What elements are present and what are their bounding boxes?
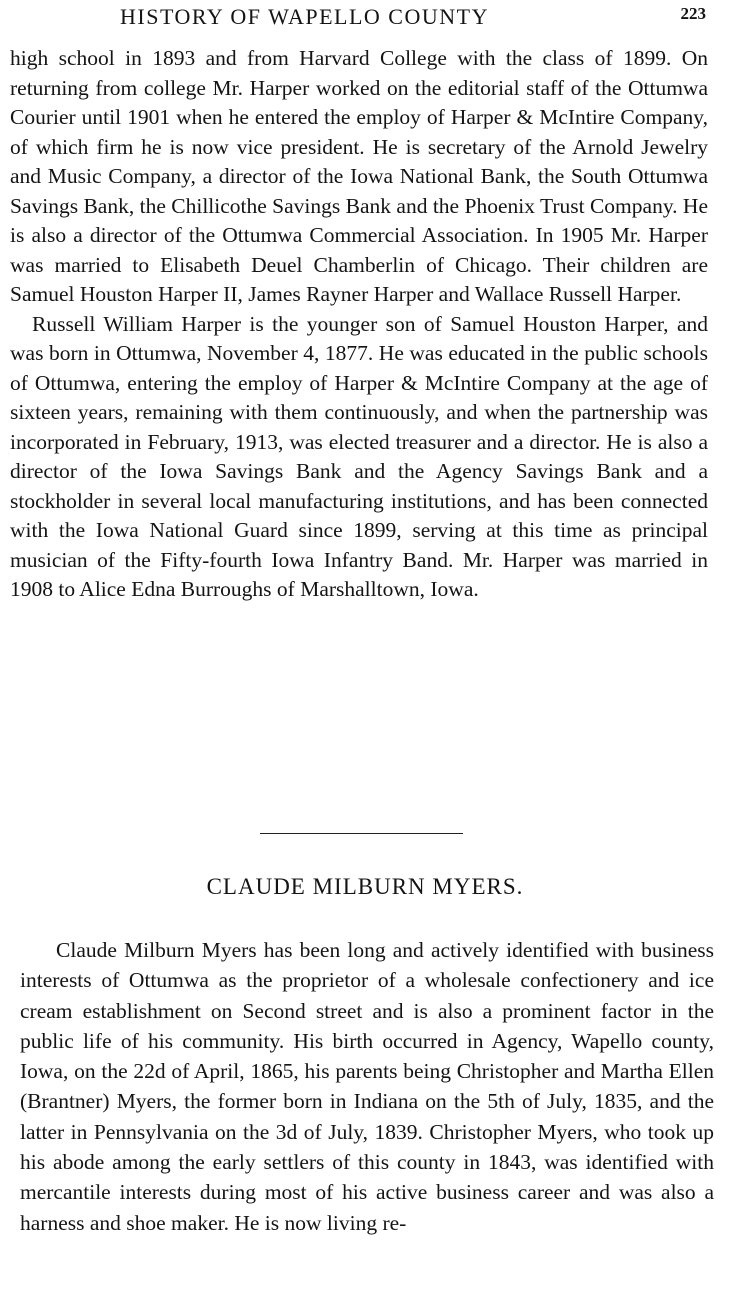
running-title: HISTORY OF WAPELLO COUNTY bbox=[120, 4, 489, 29]
section-divider-rule bbox=[260, 833, 463, 834]
running-header bbox=[0, 4, 730, 30]
paragraph-russell-harper: Russell William Harper is the younger son of Samuel Houston Harper, and was born in Ottumwa, November 4, 1877. He was educated in the public schools of Ottumwa, entering the employ of Harper & McIntire Company at the age of sixteen years, remaining with them continuously, and when the partnership was incorporated in February, 1913, was elected treasurer and a director. He is also a director of the Iowa Savings Bank and the Agency Savings Bank and a stockholder in several local manufacturing institutions, and has been connected with the Iowa National Guard since 1899, serving at this time as principal musician of the Fifty-fourth Iowa Infantry Band. Mr. Harper was married in 1908 to Alice Edna Burroughs of Marshalltown, Iowa. bbox=[10, 311, 708, 601]
myers-biography-text bbox=[20, 935, 714, 1238]
paragraph-harper-continued: high school in 1893 and from Harvard College with the class of 1899. On returning from college Mr. Harper worked on the editorial staff of the Ottumwa Courier until 1901 when he entered the employ of Harper & McIntire Company, of which firm he is now vice president. He is secretary of the Arnold Jewelry and Music Company, a director of the Iowa National Bank, the South Ottumwa Savings Bank, the Chillicothe Savings Bank and the Phoenix Trust Company. He is also a director of the Ottumwa Commercial Association. In 1905 Mr. Harper was married to Elisabeth Deuel Chamberlin of Chicago. Their children are Samuel Houston Harper II, James Rayner Harper and Wallace Russell Harper. bbox=[10, 46, 708, 306]
page-number: 223 bbox=[680, 4, 706, 23]
continued-biography-text bbox=[10, 44, 708, 605]
paragraph-myers-intro: Claude Milburn Myers has been long and actively identified with business interests of Ottumwa as the proprietor of a wholesale confectionery and ice cream establishment on Second street and is also a prominent factor in the public life of his community. His birth occurred in Agency, Wapello county, Iowa, on the 22d of April, 1865, his parents being Christopher and Martha Ellen (Brantner) Myers, the former born in Indiana on the 5th of July, 1835, and the latter in Pennsylvania on the 3d of July, 1839. Christopher Myers, who took up his abode among the early settlers of this county in 1843, was identified with mercantile interests during most of his active business career and was also a harness and shoe maker. He is now living re- bbox=[20, 938, 714, 1235]
section-heading: CLAUDE MILBURN MYERS. bbox=[206, 874, 524, 899]
